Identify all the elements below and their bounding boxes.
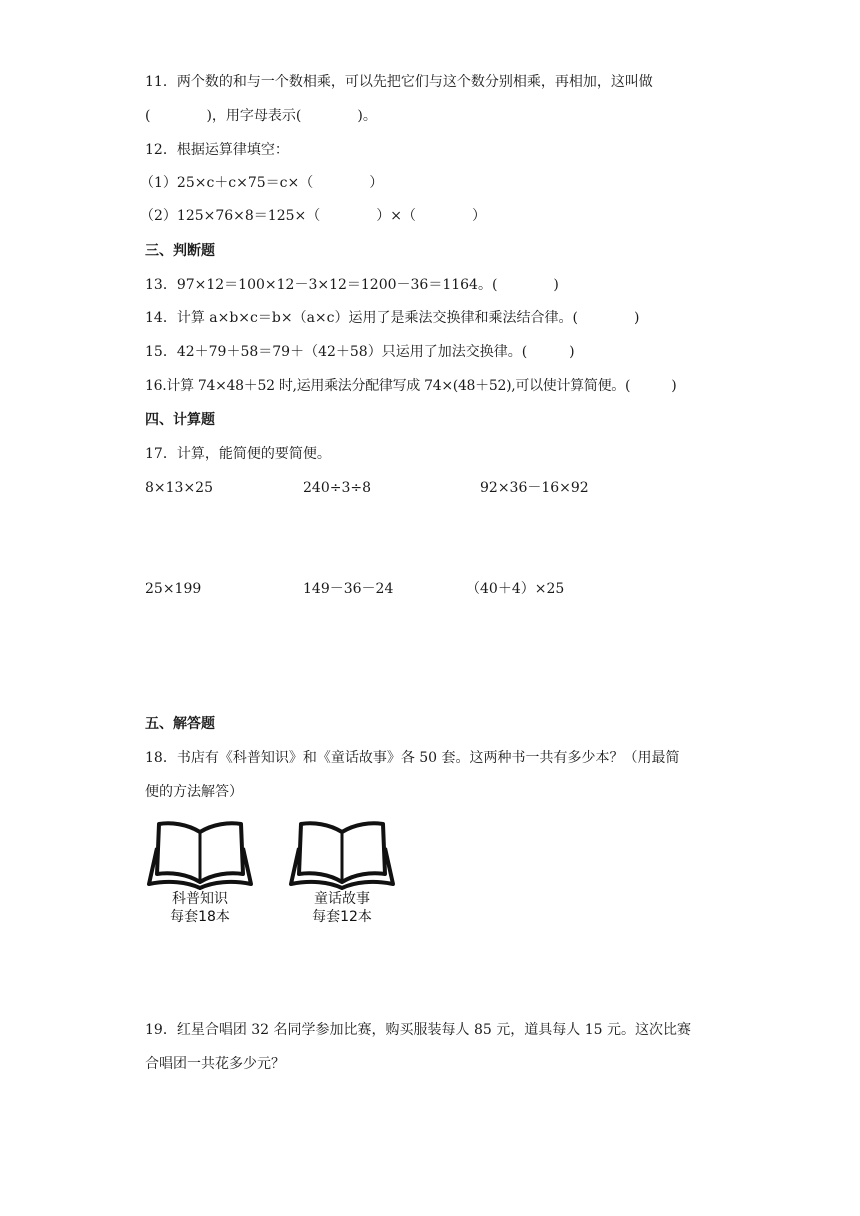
- q19-line1: 19．红星合唱团 32 名同学参加比赛，购买服装每人 85 元，道具每人 15 元。这次比赛: [145, 1022, 691, 1038]
- q12-item1: （1）25×c＋c×75＝c×（ ）: [140, 175, 384, 191]
- calc-expression: 25×199: [145, 581, 202, 597]
- q18-line1: 18．书店有《科普知识》和《童话故事》各 50 套。这两种书一共有多少本？（用最简: [145, 750, 680, 766]
- book-illustration: [287, 818, 397, 928]
- open-book-icon: [145, 818, 255, 890]
- q17-stem: 17．计算，能简便的要简便。: [145, 446, 331, 462]
- section-title-judgement: 三、判断题: [145, 243, 215, 259]
- q12-stem: 12．根据运算律填空：: [145, 142, 289, 158]
- book-set-size: 每套12本: [312, 909, 372, 925]
- q14: 14．计算 a×b×c＝b×（a×c）运用了是乘法交换律和乘法结合律。( ): [145, 310, 640, 326]
- q15: 15．42＋79＋58＝79＋（42＋58）只运用了加法交换律。( ): [145, 344, 575, 360]
- q13: 13．97×12＝100×12－3×12＝1200－36＝1164。( ): [145, 277, 559, 293]
- q12-item2: （2）125×76×8＝125×（ ）×（ ）: [140, 208, 486, 224]
- section-title-calculation: 四、计算题: [145, 412, 215, 428]
- section-title-word-problems: 五、解答题: [145, 716, 215, 732]
- q11-line2: ( )，用字母表示( )。: [145, 108, 377, 124]
- book-set-size: 每套18本: [170, 909, 230, 925]
- calc-expression: （40＋4）×25: [466, 581, 565, 597]
- open-book-icon: [287, 818, 397, 890]
- q18-line2: 便的方法解答）: [145, 784, 243, 800]
- book-title: 科普知识: [172, 891, 228, 907]
- book-title: 童话故事: [314, 891, 370, 907]
- calc-expression: 8×13×25: [145, 480, 213, 496]
- calc-expression: 149－36－24: [303, 581, 394, 597]
- q11-line1: 11．两个数的和与一个数相乘，可以先把它们与这个数分别相乘，再相加，这叫做: [145, 74, 653, 90]
- calc-expression: 240÷3÷8: [303, 480, 371, 496]
- book-illustration: [145, 818, 255, 928]
- q16: 16.计算 74×48＋52 时,运用乘法分配律写成 74×(48＋52),可以使计算简便。( ): [145, 378, 677, 394]
- calc-expression: 92×36－16×92: [480, 480, 589, 496]
- q19-line2: 合唱团一共花多少元？: [145, 1056, 285, 1072]
